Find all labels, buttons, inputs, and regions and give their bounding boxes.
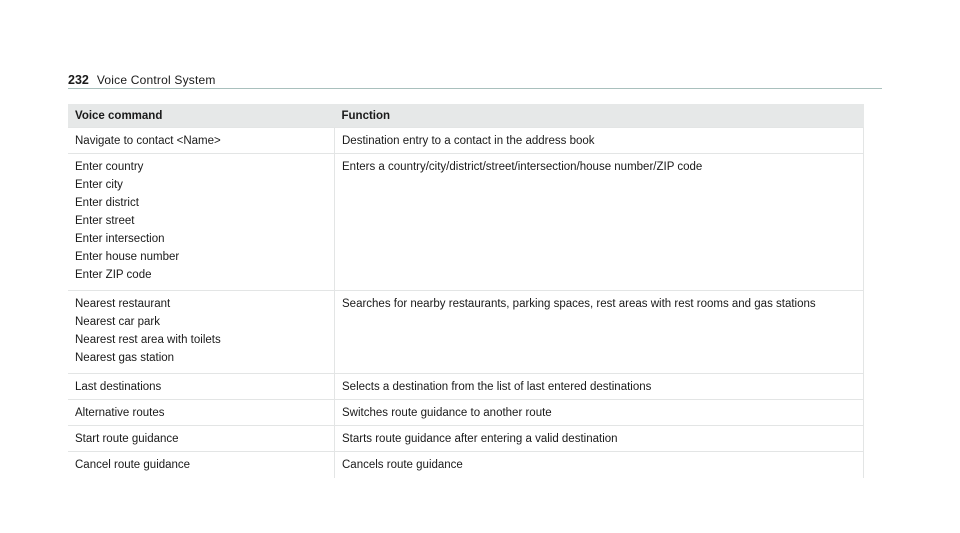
function-cell: Cancels route guidance: [335, 452, 864, 479]
table-header-row: [68, 104, 864, 128]
command-text: Nearest rest area with toilets: [75, 334, 221, 346]
command-cell: [68, 154, 335, 291]
command-text: Enter ZIP code: [75, 269, 152, 281]
table-row: [68, 291, 864, 374]
table-row: [68, 452, 864, 479]
command-text: Last destinations: [75, 381, 162, 393]
command-text: Enter country: [75, 161, 144, 173]
function-cell: Destination entry to a contact in the address book: [335, 128, 864, 154]
command-text: Enter district: [75, 197, 139, 209]
command-text: Navigate to contact <Name>: [75, 135, 221, 147]
command-text: Cancel route guidance: [75, 459, 191, 471]
command-text: Enter city: [75, 179, 123, 191]
command-text: Enter intersection: [75, 233, 165, 245]
page-number: 232: [68, 73, 89, 87]
command-text: Enter house number: [75, 251, 180, 263]
command-text: Nearest gas station: [75, 352, 175, 364]
table-row: [68, 400, 864, 426]
table-row: [68, 128, 864, 154]
table-row: [68, 426, 864, 452]
command-text: Alternative routes: [75, 407, 165, 419]
command-text: Nearest restaurant: [75, 298, 171, 310]
page-header: [68, 70, 882, 89]
table-row: [68, 154, 864, 291]
function-cell: Selects a destination from the list of last entered destinations: [335, 374, 864, 400]
function-cell: Switches route guidance to another route: [335, 400, 864, 426]
section-title: Voice Control System: [96, 73, 216, 87]
command-cell: [68, 452, 335, 479]
command-cell: [68, 128, 335, 154]
command-cell: [68, 400, 335, 426]
command-cell: [68, 291, 335, 374]
command-cell: [68, 426, 335, 452]
command-text: Nearest car park: [75, 316, 161, 328]
command-text: Enter street: [75, 215, 135, 227]
function-cell: Enters a country/city/district/street/intersection/house number/ZIP code: [335, 154, 864, 291]
function-cell: Searches for nearby restaurants, parking spaces, rest areas with rest rooms and gas stations: [335, 291, 864, 374]
column-header-function: Function: [335, 104, 864, 128]
command-cell: [68, 374, 335, 400]
function-cell: Starts route guidance after entering a valid destination: [335, 426, 864, 452]
table-row: [68, 374, 864, 400]
command-text: Start route guidance: [75, 433, 179, 445]
voice-command-table: [68, 104, 864, 478]
column-header-voice-command: Voice command: [68, 104, 335, 128]
